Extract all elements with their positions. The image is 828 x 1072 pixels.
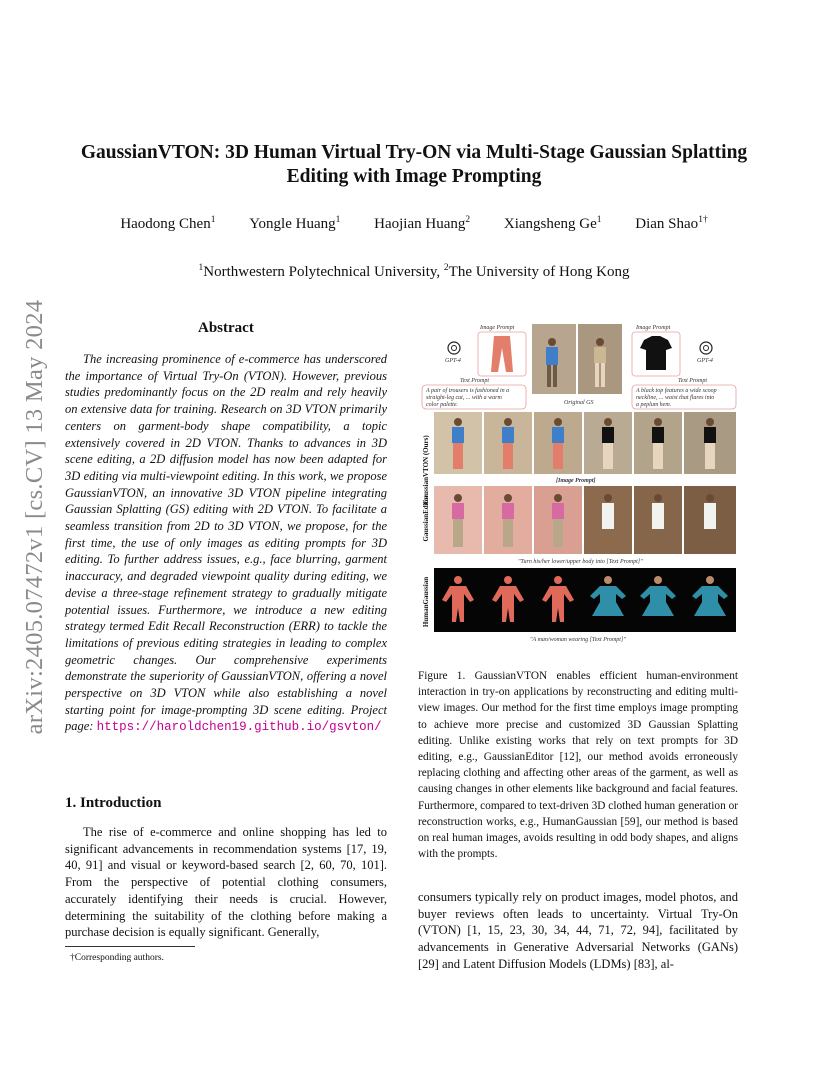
figure-1 — [418, 318, 740, 648]
gpt-icon — [448, 342, 460, 354]
abstract-heading: Abstract — [198, 320, 254, 336]
original-gs-label: Original GS — [564, 400, 594, 406]
svg-text:straight-leg cut, ... with a w: straight-leg cut, ... with a warm — [426, 395, 502, 401]
svg-text:A black top features a wide sc: A black top features a wide scoop — [636, 388, 717, 394]
affiliations: $^1$Northwestern Polytechnical University, $^2$The University of Hong Kong — [198, 263, 630, 280]
row-label-gaussianvton: GaussianVTON (Ours) — [422, 435, 430, 505]
image-prompt-left-label: Image Prompt — [480, 325, 515, 331]
footnote-rule — [65, 946, 195, 947]
svg-text:A pair of trousers is fashione: A pair of trousers is fashioned in a — [426, 388, 510, 394]
author: Haojian Huang$^2$ — [374, 215, 471, 232]
author: Dian Shao$^{1\dagger}$ — [635, 215, 708, 232]
row2-caption: "Turn his/her lower/upper body into [Text Prompt]" — [518, 559, 643, 565]
svg-text:color palette.: color palette. — [426, 402, 458, 408]
row1-caption: [Image Prompt] — [556, 478, 596, 484]
result-row-gaussianvton — [434, 412, 736, 474]
svg-text:neckline, ... waist that flare: neckline, ... waist that flares into — [636, 395, 715, 401]
text-prompt-left-label: Text Prompt — [460, 378, 490, 384]
author: Xiangsheng Ge$^1$ — [503, 215, 602, 232]
author: Haodong Chen$^1$ — [120, 215, 216, 232]
row3-caption: "A man/woman wearing [Text Prompt]" — [530, 637, 626, 643]
row-label-humangaussian: HumanGaussian — [422, 576, 430, 628]
text-prompt-right-label: Text Prompt — [678, 378, 708, 384]
author: Yongle Huang$^1$ — [249, 215, 341, 232]
arxiv-id: arXiv:2405.07472v1 [cs.CV] 13 May 2024 — [21, 299, 48, 735]
arxiv-stamp — [20, 272, 50, 762]
intro-paragraph: The rise of e-commerce and online shopping has led to significant advancements in recommendation systems [17, 19, 40, 91] and visual or keyword-based search [2, 60, 70, 101]. From the perspective of potential clothing consumers, accurately identifying their needs is crucial. However, determining the suitability of the clothing before making a purchase decision is equally significant. Generally, — [65, 825, 387, 940]
gpt-icon — [700, 342, 712, 354]
gpt-left-label: GPT-4 — [445, 358, 461, 364]
paper-title: GaussianVTON: 3D Human Virtual Try-ON via Multi-Stage Gaussian Splatting Editing with Image Prompting — [80, 142, 748, 187]
right-column-paragraph: consumers typically rely on product images, model photos, and buyer reviews often leads to uncertainty. Virtual Try-On (VTON) [1, 15, 23, 30, 34, 44, 71, 72, 94], facilitated by advancements in Generative Adversarial Networks (GANs) [29] and Latent Diffusion Models (LDMs) [83], al- — [418, 890, 738, 971]
abstract-body: The increasing prominence of e-commerce has underscored the importance of Virtual Try-On (VTON). However, previous studies predominantly focus on the 2D realm and rely heavily on extensive data for training. Research on 3D VTON primarily centers on garment-body shape compatibility, a topic extensively covered in 2D VTON. Thanks to advances in 3D scene editing, a 2D diffusion model has now been adapted for 3D editing via multi-viewpoint editing. In this work, we propose GaussianVTON, an innovative 3D VTON pipeline integrating Gaussian Splatting (GS) editing with 2D VTON. To facilitate a seamless transition from 2D to 3D VTON, we propose, for the first time, the use of only images as editing prompts for 3D editing. To further address issues, e.g., face blurring, garment inaccuracy, and degraded viewpoint quality during editing, we devise a three-stage refinement strategy to gradually mitigate potential issues. Furthermore, we introduce a new editing strategy termed Edit Recall Reconstruction (ERR) to tackle the limitations of previous editing strategies in leading to complex geometric changes. Our comprehensive experiments demonstrate the superiority of GaussianVTON, offering a novel perspective on 3D VTON while also establishing a novel starting point for image-prompting 3D scene editing. Project page: https://haroldchen19.github.io/gsvton/ — [65, 352, 387, 735]
row-label-gaussianeditor: GaussianEditor — [422, 494, 430, 542]
author-list — [60, 216, 768, 233]
figure-1-caption: Figure 1. GaussianVTON enables efficient human-environment interaction in try-on applications by reconstructing and editing multi-view images. Our method for the first time employs image prompting to achieve more precise and customized 3D Gaussian Splatting editing. Unlike existing works that rely on text prompts for 3D editing, e.g., GaussianEditor [12], our method avoids erroneously replacing clothing and affecting other areas of the garment, as well as causing changes in other elements like background and facial features. Furthermore, compared to text-driven 3D clothed human generation or reconstruction works, e.g., HumanGaussian [59], our method is based on real human images, avoids resulting in odd body shapes, and aligns with the prompts. — [418, 670, 738, 861]
section-heading-introduction: 1. Introduction — [65, 795, 162, 811]
result-row-gaussianeditor — [434, 486, 736, 554]
image-prompt-right-label: Image Prompt — [636, 325, 671, 331]
gpt-right-label: GPT-4 — [697, 358, 713, 364]
footnote: †Corresponding authors. — [70, 953, 164, 963]
result-row-humangaussian — [434, 568, 736, 632]
project-page-link[interactable]: https://haroldchen19.github.io/gsvton/ — [96, 720, 382, 735]
svg-text:a peplum hem.: a peplum hem. — [636, 402, 672, 408]
